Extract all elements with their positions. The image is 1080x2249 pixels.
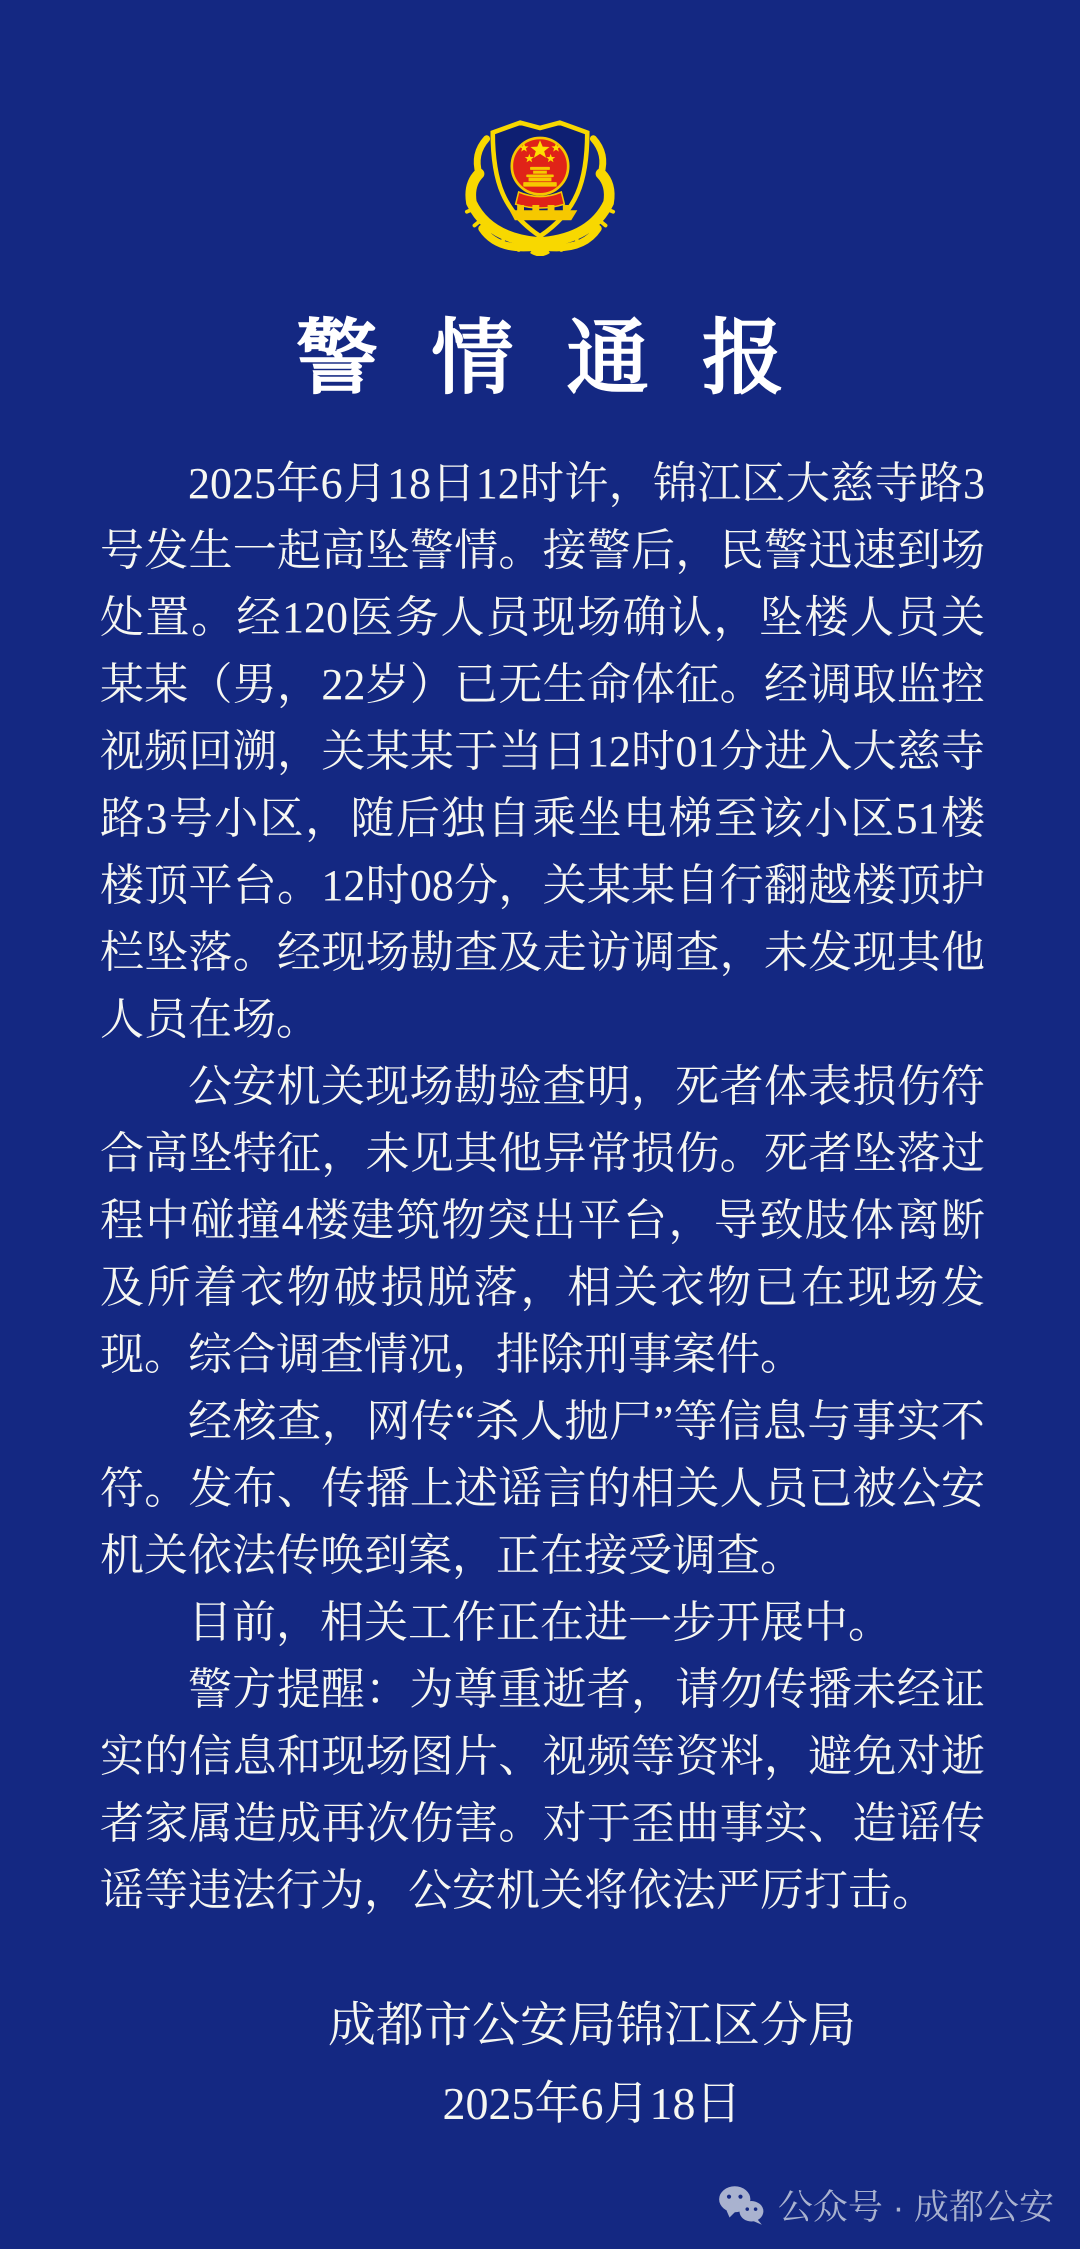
notice-title: 警情通报	[296, 313, 838, 404]
notice-paragraph: 警方提醒：为尊重逝者，请勿传播未经证实的信息和现场图片、视频等资料，避免对逝者家属造成再次伤害。对于歪曲事实、造谣传谣等违法行为，公安机关将依法严厉打击。	[100, 1665, 985, 1915]
issue-date: 2025年6月18日	[442, 2077, 742, 2129]
police-badge-icon	[456, 96, 624, 256]
notice-paragraph: 经核查，网传“杀人抛尸”等信息与事实不符。发布、传播上述谣言的相关人员已被公安机关依法传唤到案，正在接受调查。	[100, 1397, 985, 1580]
signature-block	[52, 2000, 1080, 2129]
wechat-icon	[716, 2184, 766, 2226]
issuing-department: 成都市公安局锦江区分局	[327, 1999, 856, 2052]
account-label: 公众号 · 成都公安	[777, 2188, 1054, 2227]
notice-body	[0, 450, 1080, 1924]
police-emblem	[456, 0, 624, 256]
notice-paragraph: 2025年6月18日12时许，锦江区大慈寺路3号发生一起高坠警情。接警后，民警迅速到场处置。经120医务人员现场确认，坠楼人员关某某（男，22岁）已无生命体征。经调取监控视频回溯，关某某于当日12时01分进入大慈寺路3号小区，随后独自乘坐电梯至该小区51楼楼顶平台。12时08分，关某某自行翻越楼顶护栏坠落。经现场勘查及走访调查，未发现其他人员在场。	[100, 459, 985, 1044]
notice-paragraph: 目前，相关工作正在进一步开展中。	[188, 1598, 892, 1647]
notice-paragraph: 公安机关现场勘验查明，死者体表损伤符合高坠特征，未见其他异常损伤。死者坠落过程中碰撞4楼建筑物突出平台，导致肢体离断及所着衣物破损脱落，相关衣物已在现场发现。综合调查情况，排除刑事案件。	[100, 1062, 985, 1379]
account-banner	[716, 2180, 1054, 2230]
